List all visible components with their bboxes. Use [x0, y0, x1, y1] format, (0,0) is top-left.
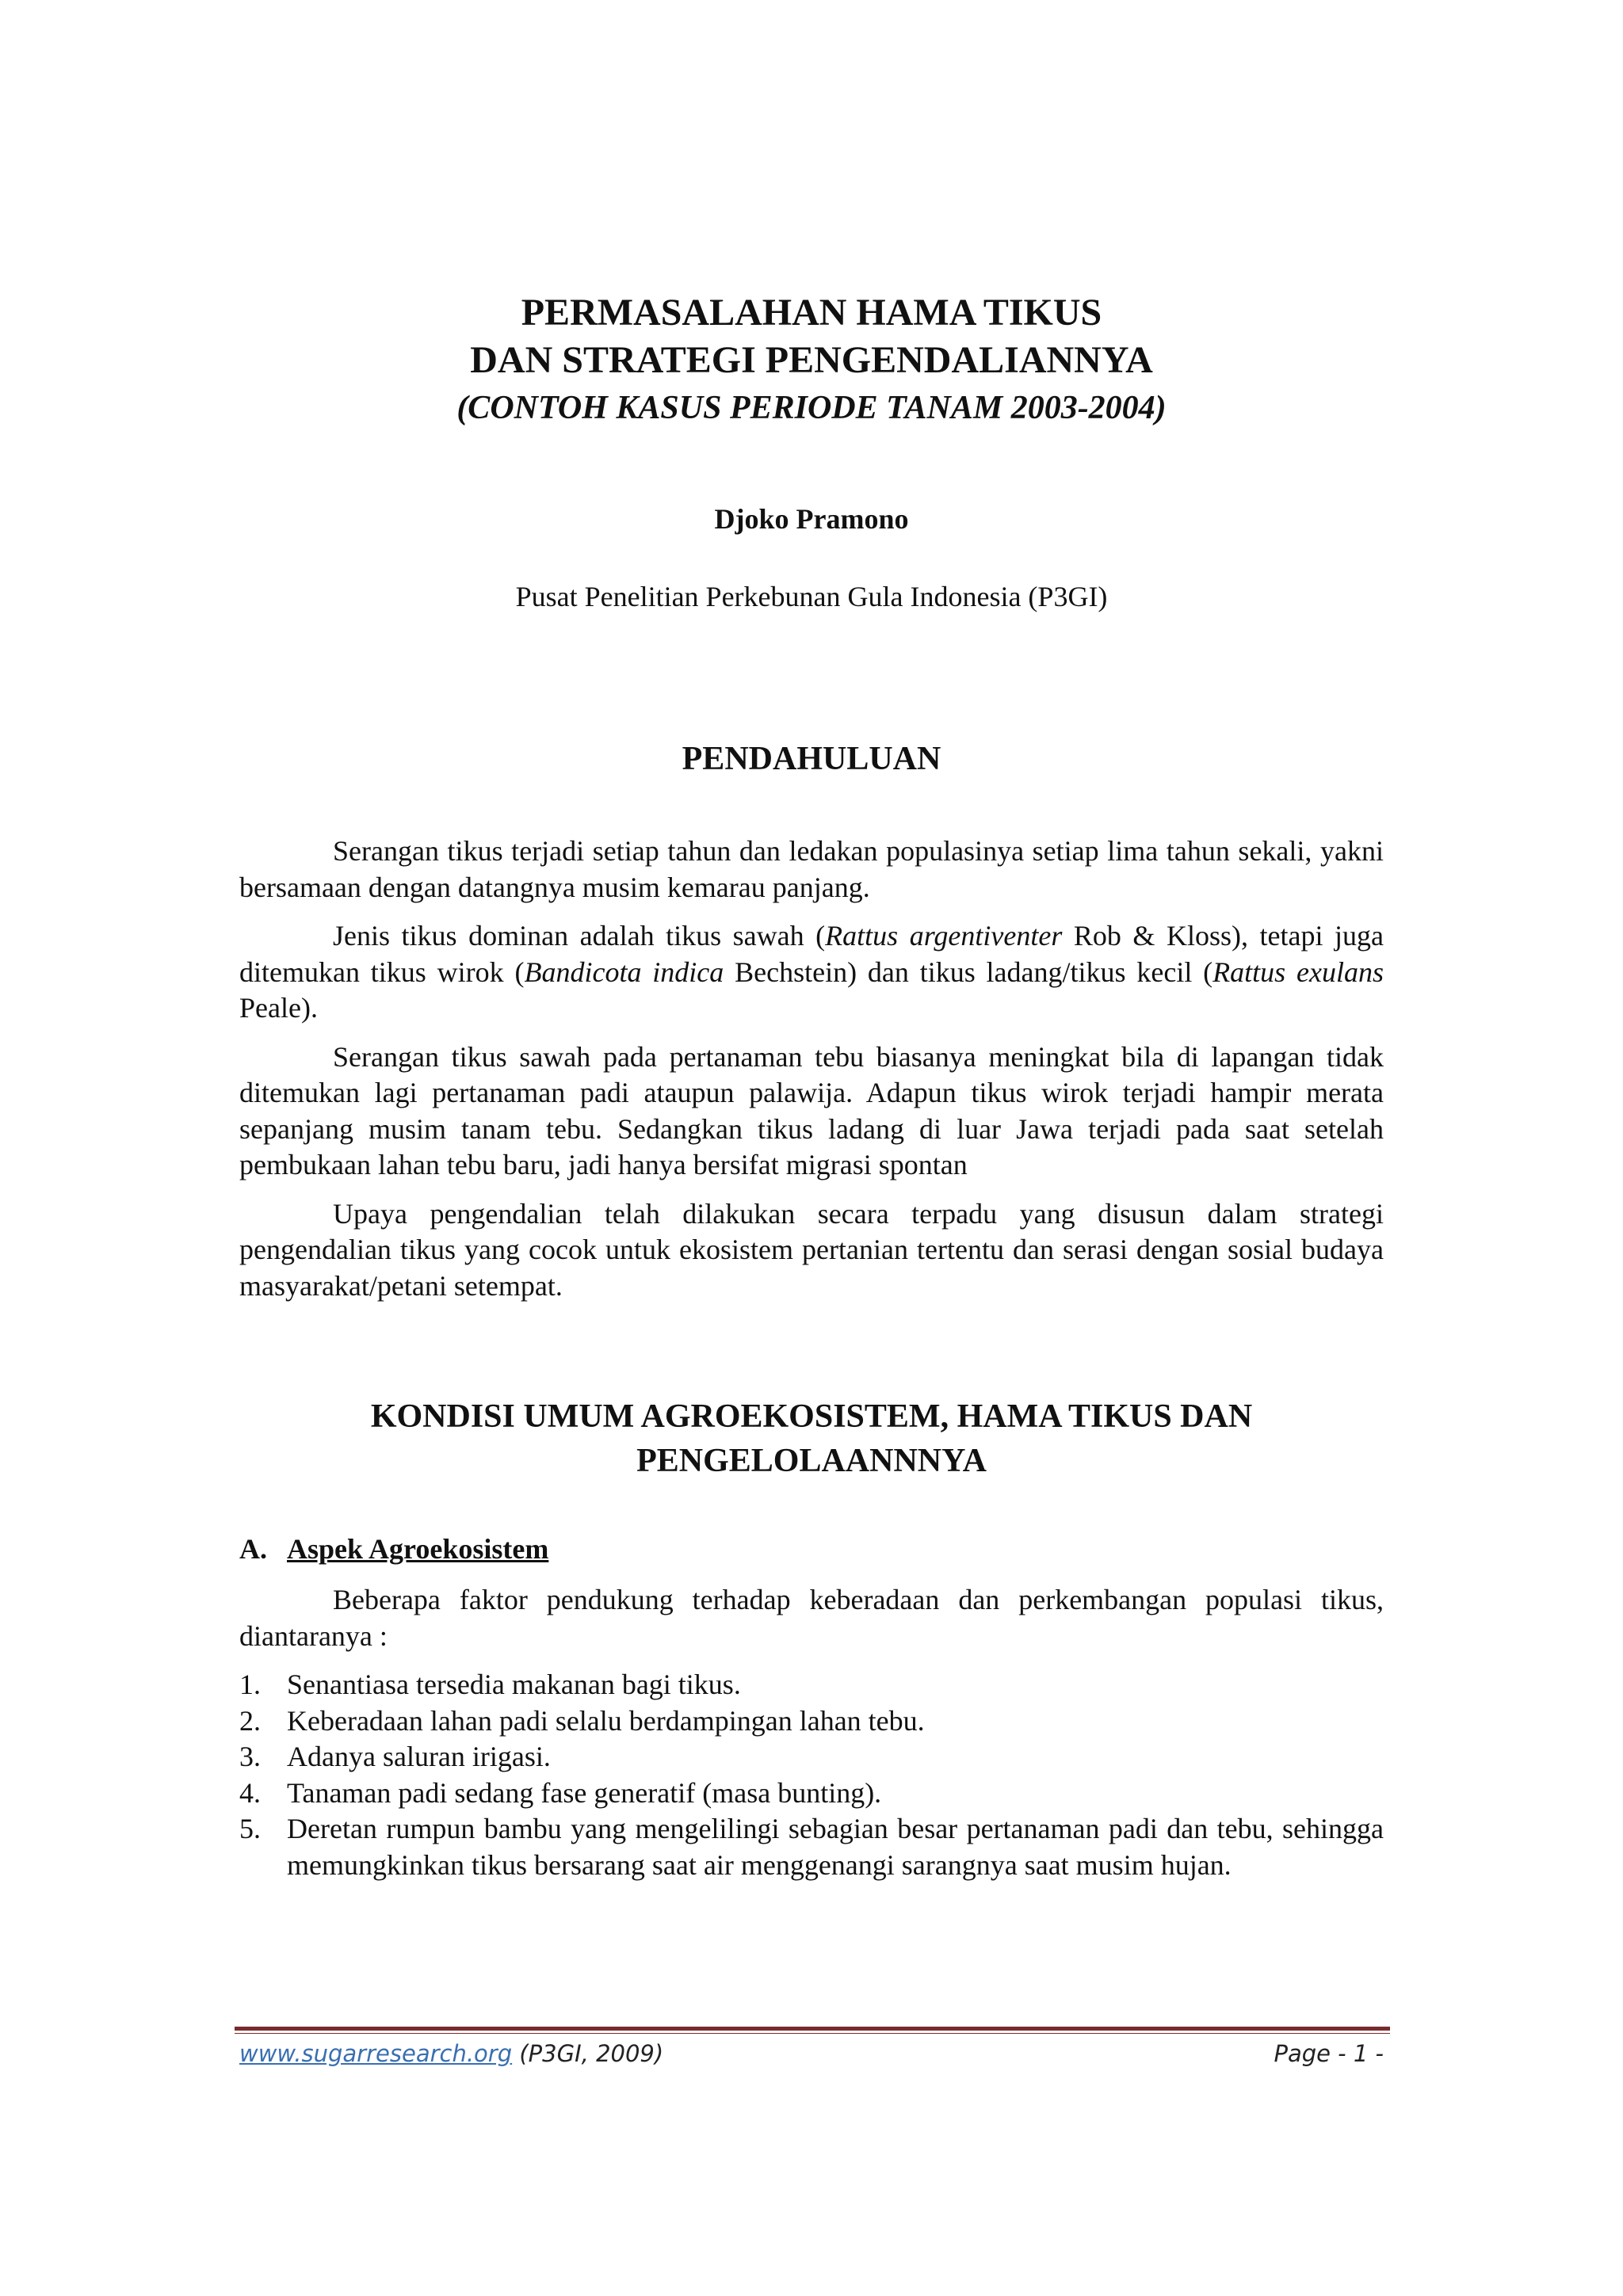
- list-item: [239, 1739, 1384, 1775]
- species-name: Rattus exulans: [1212, 955, 1384, 988]
- author-affiliation: Pusat Penelitian Perkebunan Gula Indonesia (P3GI): [515, 581, 1108, 612]
- aspek-body: [239, 1582, 1384, 1883]
- subsection-label: Aspek Agroekosistem: [287, 1533, 549, 1565]
- list-number: 2.: [239, 1704, 261, 1737]
- paragraph: [239, 918, 1384, 1027]
- title-line-1: PERMASALAHAN HAMA TIKUS: [521, 292, 1102, 334]
- list-text: Tanaman padi sedang fase generatif (masa bunting).: [287, 1776, 882, 1809]
- text-run: Peale).: [239, 992, 318, 1024]
- species-name: Rattus argentiventer: [825, 920, 1063, 952]
- paragraph: Upaya pengendalian telah dilakukan secara terpadu yang disusun dalam strategi pengendalian tikus yang cocok untuk ekosistem pertanian tertentu dan serasi dengan sosial budaya masyarakat/petani setempat.: [239, 1197, 1384, 1302]
- list-text: Senantiasa tersedia makanan bagi tikus.: [287, 1669, 741, 1700]
- list-item: [239, 1811, 1384, 1883]
- species-name: Bandicota indica: [524, 955, 724, 988]
- text-run: Rob & Kloss), tetapi juga ditemukan tikus wirok (: [239, 920, 1384, 988]
- footer-rule-thin: [235, 2033, 1390, 2034]
- footer-rule: [235, 2027, 1390, 2031]
- list-number: 1.: [239, 1669, 261, 1700]
- list-text: Keberadaan lahan padi selalu berdampingan lahan tebu.: [287, 1704, 925, 1737]
- text-run: Bechstein) dan tikus ladang/tikus kecil (: [724, 955, 1213, 988]
- heading-line-1: KONDISI UMUM AGROEKOSISTEM, HAMA TIKUS DAN: [370, 1398, 1253, 1435]
- section-heading-kondisi: [239, 1394, 1384, 1483]
- paragraph: Serangan tikus terjadi setiap tahun dan ledakan populasinya setiap lima tahun sekali, yakni bersamaan dengan datangnya musim kemarau panjang.: [239, 835, 1384, 903]
- list-number: 3.: [239, 1741, 261, 1772]
- factor-list: [239, 1667, 1384, 1883]
- page-number: Page - 1 -: [1274, 2040, 1384, 2067]
- footer-website-link[interactable]: www.sugarresearch.org: [239, 2040, 513, 2067]
- list-text: Adanya saluran irigasi.: [287, 1741, 551, 1772]
- document-title: [239, 289, 1384, 432]
- section-heading-pendahuluan: PENDAHULUAN: [682, 741, 941, 777]
- list-item: [239, 1775, 1384, 1812]
- footer-source: (P3GI, 2009): [512, 2040, 664, 2067]
- heading-line-2: PENGELOLAANNNYA: [636, 1443, 987, 1479]
- list-number: 4.: [239, 1776, 261, 1809]
- list-text: Deretan rumpun bambu yang mengelilingi sebagian besar pertanaman padi dan tebu, sehingga memungkinkan tikus bersarang saat air menggenangi sarangnya saat musim hujan.: [287, 1813, 1384, 1881]
- list-item: [239, 1667, 1384, 1703]
- paragraph: Serangan tikus sawah pada pertanaman tebu biasanya meningkat bila di lapangan tidak ditemukan lagi pertanaman padi ataupun palawija. Adapun tikus wirok terjadi hampir merata sepanjang musim tanam tebu. Sedangkan tikus ladang di luar Jawa terjadi pada saat setelah pembukaan lahan tebu baru, jadi hanya bersifat migrasi spontan: [239, 1040, 1384, 1180]
- text-run: Jenis tikus dominan adalah tikus sawah (: [333, 920, 826, 952]
- title-subtitle: (CONTOH KASUS PERIODE TANAM 2003-2004): [456, 390, 1167, 426]
- subsection-heading-aspek: [239, 1531, 1384, 1567]
- list-item: [239, 1703, 1384, 1740]
- title-line-2: DAN STRATEGI PENGENDALIANNYA: [470, 339, 1153, 381]
- subsection-letter: A.: [239, 1533, 267, 1565]
- list-number: 5.: [239, 1813, 261, 1844]
- pendahuluan-body: [239, 833, 1384, 1317]
- page-footer: [239, 2038, 1384, 2069]
- paragraph: Beberapa faktor pendukung terhadap keberadaan dan perkembangan populasi tikus, diantaranya :: [239, 1584, 1384, 1652]
- author-name: Djoko Pramono: [714, 503, 909, 535]
